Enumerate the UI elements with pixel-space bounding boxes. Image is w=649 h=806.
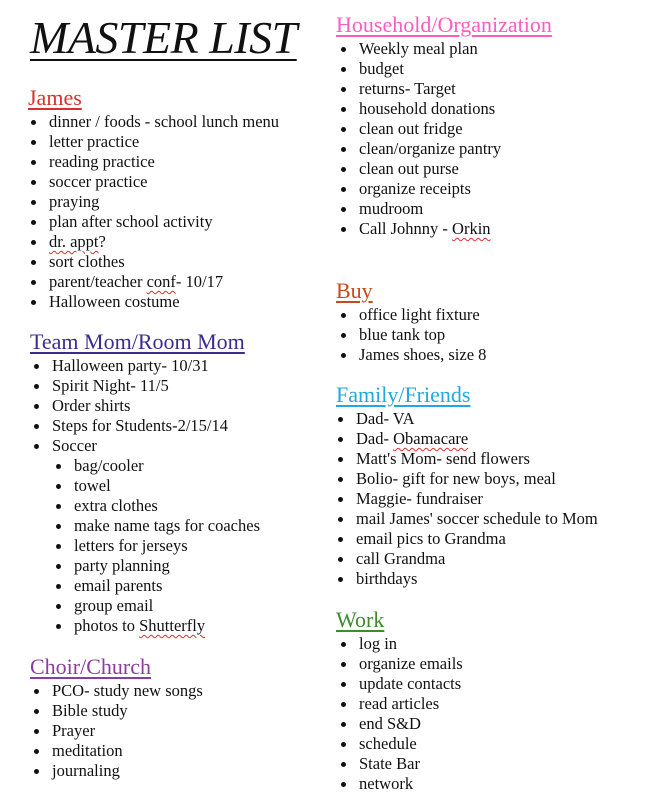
team-mom-list (52, 356, 260, 456)
list-item: Spirit Night- 11/5 (52, 376, 260, 396)
list-item: network (359, 774, 463, 794)
list-item: soccer practice (49, 172, 279, 192)
buy-list (359, 305, 486, 365)
list-item: birthdays (356, 569, 598, 589)
choir-list (52, 681, 203, 781)
list-item: clean/organize pantry (359, 139, 552, 159)
james-list (49, 112, 279, 312)
list-item: budget (359, 59, 552, 79)
list-item: dinner / foods - school lunch menu (49, 112, 280, 131)
list-item: Dad- Obamacare (356, 429, 598, 449)
list-item: organize receipts (359, 179, 552, 199)
section-buy (336, 277, 486, 365)
list-item: clean out fridge (359, 119, 552, 139)
list-item: Call Johnny - Orkin (359, 219, 552, 239)
list-item: towel (74, 476, 260, 496)
list-item: update contacts (359, 674, 462, 693)
list-item: State Bar (359, 754, 463, 774)
list-item: clean out purse (359, 159, 552, 179)
list-item: Bible study (52, 701, 203, 721)
section-team-mom (30, 328, 260, 636)
list-item: James shoes, size 8 (359, 345, 487, 364)
list-item: mail James' soccer schedule to Mom (356, 509, 598, 528)
list-item: household donations (359, 99, 552, 119)
list-item: dr. appt? (49, 232, 279, 252)
list-item: plan after school activity (49, 212, 279, 232)
section-family (336, 381, 598, 589)
list-item: letter practice (49, 132, 279, 152)
list-item: party planning (74, 556, 260, 576)
list-item: praying (49, 192, 279, 212)
list-item: Dad- VA (356, 409, 598, 429)
section-james (28, 84, 279, 312)
section-household (336, 11, 552, 239)
list-item: PCO- study new songs (52, 681, 203, 700)
section-heading-choir: Choir/Church (30, 654, 151, 679)
list-item: email parents (74, 576, 260, 596)
list-item: email pics to Grandma (356, 529, 598, 549)
list-item: Bolio- gift for new boys, meal (356, 469, 598, 489)
section-heading-work: Work (336, 607, 385, 632)
list-item: Matt's Mom- send flowers (356, 449, 598, 469)
list-item: mudroom (359, 199, 552, 219)
list-item: Halloween costume (49, 292, 279, 312)
work-list (359, 634, 463, 794)
list-item: call Grandma (356, 549, 598, 569)
list-item: log in (359, 634, 463, 654)
list-item: blue tank top (359, 325, 486, 345)
section-heading-family: Family/Friends (336, 382, 471, 407)
list-item: schedule (359, 734, 463, 754)
section-choir (30, 653, 203, 781)
section-heading-james: James (28, 85, 82, 110)
list-item: letters for jerseys (74, 536, 260, 556)
section-work (336, 606, 463, 794)
soccer-sublist (74, 456, 260, 636)
list-item: journaling (52, 761, 203, 781)
list-item: organize emails (359, 654, 463, 673)
list-item: end S&D (359, 714, 463, 734)
list-item: extra clothes (74, 496, 260, 516)
list-item: Order shirts (52, 396, 260, 416)
list-item: meditation (52, 741, 203, 761)
list-item: Weekly meal plan (359, 39, 552, 59)
section-heading-team-mom: Team Mom/Room Mom (30, 329, 245, 354)
list-item: Halloween party- 10/31 (52, 356, 260, 376)
list-item: office light fixture (359, 305, 486, 325)
list-item: Prayer (52, 721, 203, 741)
family-list (356, 409, 598, 589)
list-item: Steps for Students-2/15/14 (52, 416, 260, 436)
list-item: parent/teacher conf- 10/17 (49, 272, 279, 292)
section-heading-buy: Buy (336, 278, 373, 303)
list-item: Maggie- fundraiser (356, 489, 598, 509)
list-item: bag/cooler (74, 456, 260, 476)
list-item: read articles (359, 694, 463, 714)
page-title: MASTER LIST (30, 12, 297, 63)
list-item: sort clothes (49, 252, 279, 272)
list-item: photos to Shutterfly (74, 616, 260, 636)
list-item: group email (74, 596, 260, 616)
list-item: Soccer (52, 436, 260, 456)
list-item: returns- Target (359, 79, 552, 99)
household-list (359, 39, 552, 239)
section-heading-household: Household/Organization (336, 12, 552, 37)
list-item: reading practice (49, 152, 279, 172)
list-item: make name tags for coaches (74, 516, 260, 535)
